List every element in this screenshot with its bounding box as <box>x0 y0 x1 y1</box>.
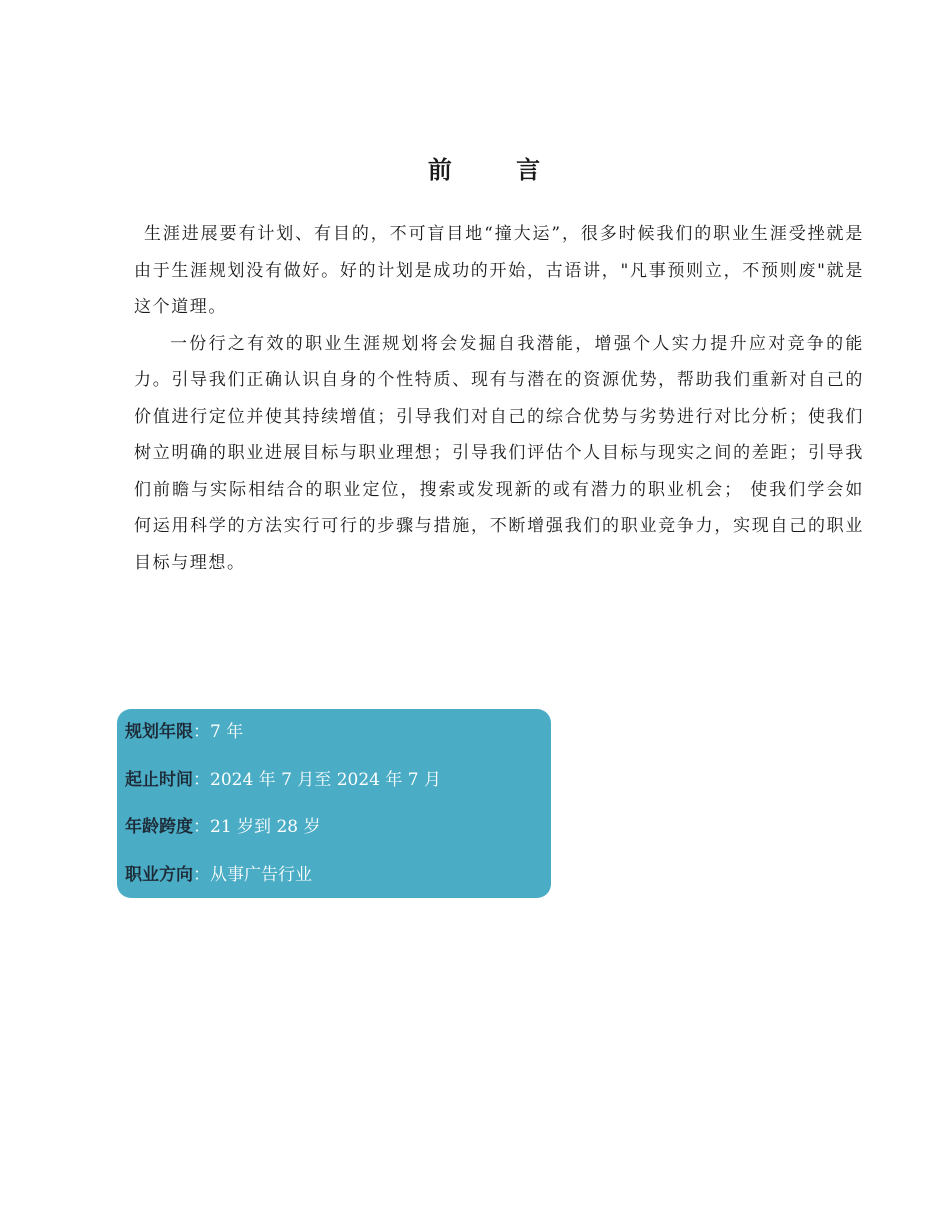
info-row-duration <box>117 713 551 761</box>
info-colon: ： <box>193 864 210 885</box>
info-colon: ： <box>193 817 210 837</box>
info-row-age-span <box>117 808 551 856</box>
page-title: 前 言 <box>427 156 569 184</box>
info-label-age-span: 年龄跨度 <box>125 817 193 837</box>
preface-paragraph-1: 生涯进展要有计划、有目的，不可盲目地“撞大运”，很多时候我们的职业生涯受挫就是由于生涯规划没有做好。好的计划是成功的开始，古语讲，"凡事预则立，不预则废"就是这个道理。 <box>134 224 864 317</box>
info-row-career <box>117 856 551 904</box>
preface-paragraph-2: 一份行之有效的职业生涯规划将会发掘自我潜能，增强个人实力提升应对竞争的能力。引导我们正确认识自身的个性特质、现有与潜在的资源优势，帮助我们重新对自己的价值进行定位并使其持续增值；引导我们对自己的综合优势与劣势进行对比分析；使我们树立明确的职业进展目标与职业理想；引导我们评估个人目标与现实之间的差距；引导我们前瞻与实际相结合的职业定位，搜索或发现新的或有潜力的职业机会； 使我们学会如何运用科学的方法实行可行的步骤与措施，不断增强我们的职业竞争力，实现自己的职业目标与理想。 <box>134 333 864 573</box>
info-label-period: 起止时间 <box>125 769 193 790</box>
info-colon: ： <box>193 722 210 742</box>
info-colon: ： <box>193 769 210 790</box>
info-value-duration: 7 年 <box>210 722 244 742</box>
plan-info-box <box>117 709 551 898</box>
info-value-age-span: 21 岁到 28 岁 <box>210 817 321 837</box>
info-label-career: 职业方向 <box>125 864 193 885</box>
info-row-period <box>117 761 551 809</box>
info-value-period: 2024 年 7 月至 2024 年 7 月 <box>210 769 441 790</box>
info-value-career: 从事广告行业 <box>210 864 312 885</box>
info-label-duration: 规划年限 <box>125 722 193 742</box>
preface-body <box>134 216 864 581</box>
